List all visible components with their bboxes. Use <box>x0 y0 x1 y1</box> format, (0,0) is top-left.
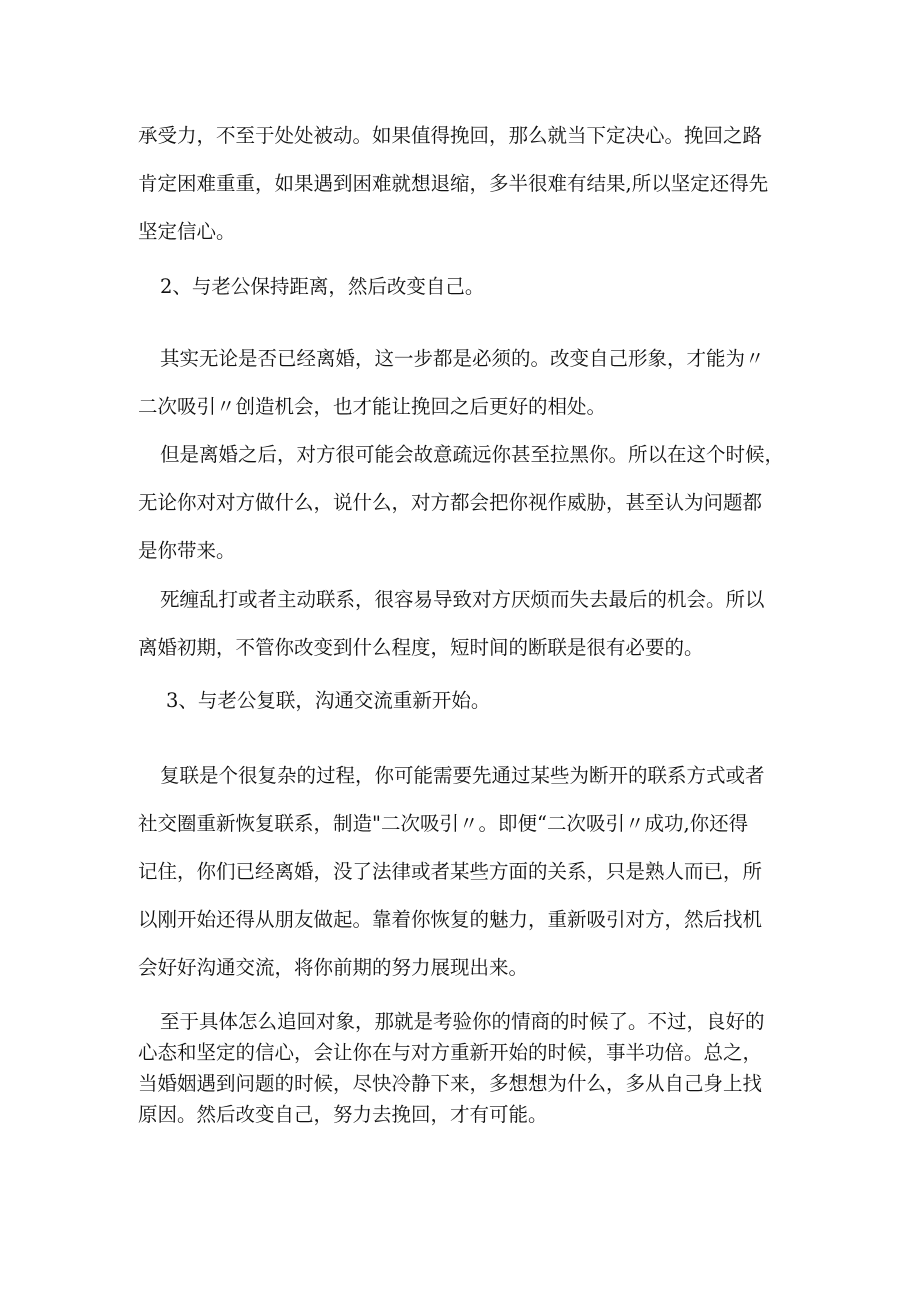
section-heading-2 <box>160 277 812 297</box>
paragraph-reconnect <box>138 766 790 1006</box>
text-line: 社交圈重新恢复联系，制造"二次吸引〃。即便“二次吸引〃成功,你还得 <box>138 812 749 835</box>
paragraph-change-self <box>138 349 790 445</box>
text-line: 以刚开始还得从朋友做起。靠着你恢复的魅力，重新吸引对方，然后找机 <box>138 908 763 931</box>
paragraph-after-divorce <box>138 445 790 589</box>
text-line: 肯定困难重重，如果遇到困难就想退缩，多半很难有结果,所以坚定还得先 <box>138 172 769 195</box>
text-line: 死缠乱打或者主动联系，很容易导致对方厌烦而失去最后的机会。所以 <box>160 588 765 611</box>
text-line: 原因。然后改变自己，努力去挽回，才有可能。 <box>138 1103 548 1126</box>
heading-text: 3、与老公复联，沟通交流重新开始。 <box>166 689 491 712</box>
text-line: 复联是个很复杂的过程，你可能需要先通过某些为断开的联系方式或者 <box>160 764 765 787</box>
heading-text: 2、与老公保持距离，然后改变自己。 <box>160 275 485 298</box>
text-line: 心态和坚定的信心，会让你在与对方重新开始的时候，事半功倍。总之， <box>138 1041 763 1064</box>
text-line: 会好好沟通交流，将你前期的努力展现出来。 <box>138 956 529 979</box>
text-line: 其实无论是否已经离婚，这一步都是必须的。改变自己形象，才能为〃 <box>160 347 765 370</box>
section-heading-3 <box>166 691 818 711</box>
text-line: 至于具体怎么追回对象，那就是考验你的情商的时候了。不过，良好的 <box>160 1010 765 1033</box>
text-line: 离婚初期，不管你改变到什么程度，短时间的断联是很有必要的。 <box>138 636 704 659</box>
text-line: 是你带来。 <box>138 539 236 562</box>
text-line: 但是离婚之后，对方很可能会故意疏远你甚至拉黑你。所以在这个时候， <box>160 443 785 466</box>
text-line: 无论你对对方做什么，说什么，对方都会把你视作威胁，甚至认为问题都 <box>138 491 763 514</box>
text-line: 当婚姻遇到问题的时候，尽快冷静下来，多想想为什么，多从自己身上找 <box>138 1072 763 1095</box>
paragraph-no-contact <box>138 590 790 686</box>
paragraph-commitment <box>138 126 790 270</box>
text-line: 承受力，不至于处处被动。如果值得挽回，那么就当下定决心。挽回之路 <box>138 124 763 147</box>
text-line: 坚定信心。 <box>138 220 236 243</box>
text-line: 记住，你们已经离婚，没了法律或者某些方面的关系，只是熟人而已，所 <box>138 860 763 883</box>
text-line: 二次吸引〃创造机会，也才能让挽回之后更好的相处。 <box>138 395 607 418</box>
paragraph-conclusion <box>138 1012 790 1136</box>
